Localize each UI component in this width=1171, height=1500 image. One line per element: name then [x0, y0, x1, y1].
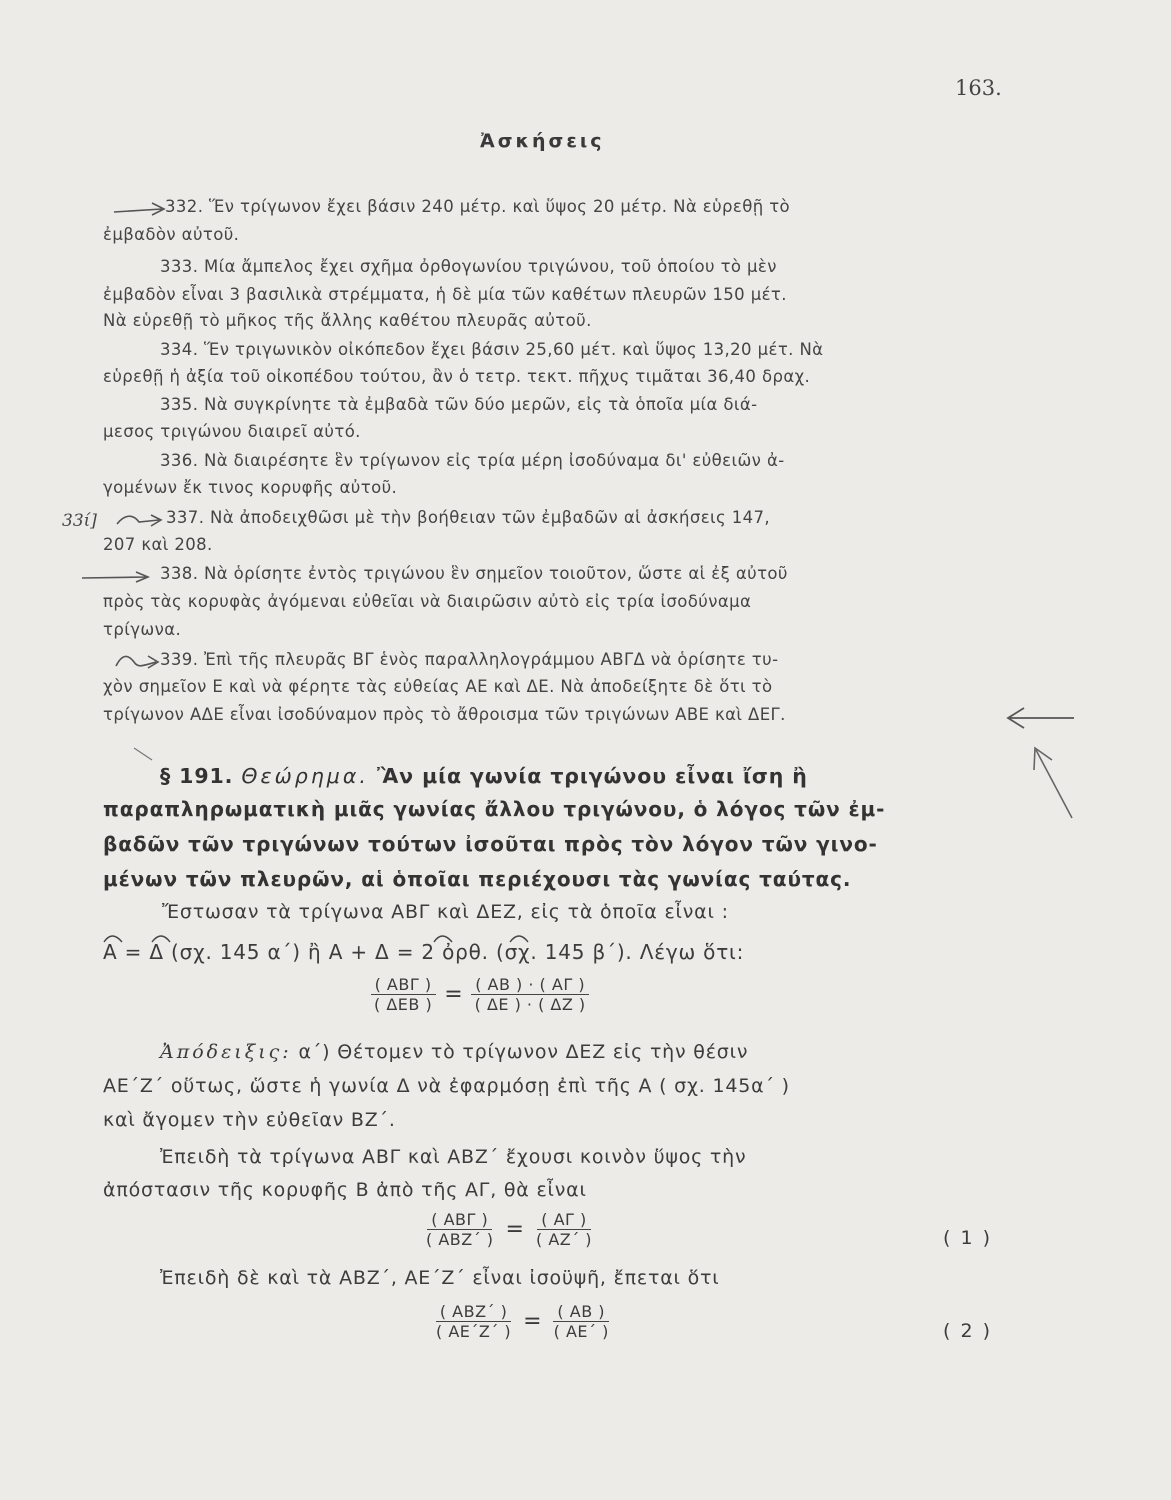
exercise-338-line1: 338. Νὰ ὁρίσητε ἐντὸς τριγώνου ἓν σημεῖον τοιοῦτον, ὥστε αἱ ἐξ αὐτοῦ: [160, 564, 788, 583]
fraction-numerator: ( ΑΒ ) · ( ΑΓ ): [471, 975, 589, 995]
exercise-335-line1: 335. Νὰ συγκρίνητε τὰ ἐμβαδὰ τῶν δύο μερῶν, εἰς τὰ ὁποῖα μία διά-: [160, 395, 758, 414]
angle-hat-icon: [432, 926, 552, 946]
exercise-332-line2: ἐμβαδὸν αὐτοῦ.: [103, 225, 240, 244]
page-number: 163.: [955, 76, 1002, 100]
angle-sum: Α + Δ: [328, 940, 390, 964]
proof-label: Ἀπόδειξις:: [160, 1041, 292, 1063]
handwritten-arrow-icon: [112, 648, 162, 672]
theorem-number: § 191.: [160, 764, 234, 788]
fraction-left: [370, 975, 436, 1014]
exercise-337-line2: 207 καὶ 208.: [103, 535, 213, 554]
theorem-line3: βαδῶν τῶν τριγώνων τούτων ἰσοῦται πρὸς τὸν λόγον τῶν γινο-: [103, 832, 878, 856]
fraction-denominator: ( ΑΕ΄ ): [553, 1322, 609, 1341]
exercise-339-line2: χὸν σημεῖον Ε καὶ νὰ φέρητε τὰς εὐθείας ΑΕ καὶ ΔΕ. Νὰ ἀποδείξητε δὲ ὅτι τὸ: [103, 677, 773, 696]
handwritten-arrow-icon: [1004, 704, 1076, 734]
fraction-numerator: ( ΑΒΓ ): [371, 975, 436, 995]
theorem-line4: μένων τῶν πλευρῶν, αἱ ὁποῖαι περιέχουσι τὰς γωνίας ταύτας.: [103, 867, 852, 891]
exercise-339-line1: 339. Ἐπὶ τῆς πλευρᾶς ΒΓ ἑνὸς παραλληλογράμμου ΑΒΓΔ νὰ ὁρίσητε τυ-: [160, 650, 779, 669]
fraction-numerator: ( ΑΒΖ΄ ): [436, 1302, 512, 1322]
equation-number-1: ( 1 ): [943, 1227, 992, 1249]
theorem-line1: [160, 764, 808, 788]
fraction-left: [422, 1210, 498, 1249]
handwritten-arrow-icon: [78, 564, 156, 586]
theorem-line2: παραπληρωματικὴ μιᾶς γωνίας ἄλλου τριγώνου, ὁ λόγος τῶν ἐμ-: [103, 797, 886, 821]
equals-sign: =: [505, 1217, 524, 1242]
exercise-338-line3: τρίγωνα.: [103, 620, 182, 639]
section-title: Ἀσκήσεις: [480, 130, 605, 152]
exercise-336-line1: 336. Νὰ διαιρέσητε ἓν τρίγωνον εἰς τρία μέρη ἰσοδύναμα δι' εὐθειῶν ἀ-: [160, 451, 785, 470]
handwritten-margin-note: 33ί]: [62, 511, 97, 531]
handwritten-mark-icon: [130, 744, 160, 766]
proof-para3-line2: ΑΕ΄Ζ΄ οὕτως, ὥστε ἡ γωνία Δ νὰ ἐφαρμόσῃ ἐπὶ τῆς Α ( σχ. 145α΄ ): [103, 1075, 790, 1097]
angle-hat-icon: [102, 926, 252, 946]
formula-main: [370, 975, 590, 1014]
handwritten-arrow-icon: [115, 510, 165, 532]
proof-para2-part2: (σχ. 145 α΄) ἢ: [171, 940, 322, 964]
formula-2: [432, 1302, 613, 1341]
exercise-333-line3: Νὰ εὑρεθῇ τὸ μῆκος τῆς ἄλλης καθέτου πλευρᾶς αὐτοῦ.: [103, 311, 592, 330]
handwritten-arrow-icon: [1030, 742, 1078, 822]
angle-equality: Α = Δ: [103, 940, 164, 964]
fraction-denominator: ( ΑΒΖ΄ ): [426, 1230, 494, 1249]
fraction-right: [532, 1210, 596, 1249]
theorem-text-line1: Ἂν μία γωνία τριγώνου εἶναι ἴση ἢ: [376, 764, 808, 788]
equals-sign: =: [523, 1309, 542, 1334]
fraction-denominator: ( ΑΕ΄Ζ΄ ): [436, 1322, 512, 1341]
proof-para2-part4: = 2 ὀρθ. (σχ. 145 β΄). Λέγω ὅτι:: [396, 940, 745, 964]
fraction-numerator: ( ΑΒ ): [553, 1302, 609, 1322]
exercise-335-line2: μεσος τριγώνου διαιρεῖ αὐτό.: [103, 422, 361, 441]
exercise-339-line3: τρίγωνον ΑΔΕ εἶναι ἰσοδύναμον πρὸς τὸ ἄθροισμα τῶν τριγώνων ΑΒΕ καὶ ΔΕΓ.: [103, 705, 786, 724]
equation-number-2: ( 2 ): [943, 1320, 992, 1342]
fraction-right: [471, 975, 590, 1014]
fraction-right: [550, 1302, 613, 1341]
fraction-numerator: ( ΑΒΓ ): [427, 1210, 492, 1230]
proof-para5: Ἐπειδὴ δὲ καὶ τὰ ΑΒΖ΄, ΑΕ΄Ζ΄ εἶναι ἰσοϋψῆ, ἔπεται ὅτι: [160, 1267, 720, 1289]
exercise-334-line2: εὑρεθῇ ἡ ἀξία τοῦ οἰκοπέδου τούτου, ἂν ὁ τετρ. τεκτ. πῆχυς τιμᾶται 36,40 δραχ.: [103, 367, 811, 386]
fraction-denominator: ( ΔΕ ) · ( ΔΖ ): [474, 995, 586, 1014]
fraction-denominator: ( ΔΕΒ ): [374, 995, 433, 1014]
proof-para1: Ἔστωσαν τὰ τρίγωνα ΑΒΓ καὶ ΔΕΖ, εἰς τὰ ὁποῖα εἶναι :: [162, 901, 729, 923]
theorem-label: Θεώρημα.: [241, 764, 369, 788]
exercise-332-line1: 332. Ἕν τρίγωνον ἔχει βάσιν 240 μέτρ. καὶ ὕψος 20 μέτρ. Νὰ εὑρεθῇ τὸ: [165, 197, 791, 216]
proof-para4-line2: ἀπόστασιν τῆς κορυφῆς Β ἀπὸ τῆς ΑΓ, θὰ εἶναι: [103, 1179, 587, 1201]
equals-sign: =: [444, 982, 463, 1007]
proof-para4-line1: Ἐπειδὴ τὰ τρίγωνα ΑΒΓ καὶ ΑΒΖ΄ ἔχουσι κοινὸν ὕψος τὴν: [160, 1146, 747, 1168]
proof-para3-line3: καὶ ἄγομεν τὴν εὐθεῖαν ΒΖ΄.: [103, 1109, 396, 1131]
exercise-333-line1: 333. Μία ἄμπελος ἔχει σχῆμα ὀρθογωνίου τριγώνου, τοῦ ὁποίου τὸ μὲν: [160, 257, 777, 276]
handwritten-arrow-icon: [112, 198, 170, 220]
proof-para3-text: α΄) Θέτομεν τὸ τρίγωνον ΔΕΖ εἰς τὴν θέσιν: [298, 1041, 749, 1063]
exercise-334-line1: 334. Ἕν τριγωνικὸν οἰκόπεδον ἔχει βάσιν 25,60 μέτ. καὶ ὕψος 13,20 μέτ. Νὰ: [160, 340, 824, 359]
exercise-337-line1: 337. Νὰ ἀποδειχθῶσι μὲ τὴν βοήθειαν τῶν ἐμβαδῶν αἱ ἀσκήσεις 147,: [166, 508, 771, 527]
fraction-numerator: ( ΑΓ ): [537, 1210, 591, 1230]
formula-1: [422, 1210, 596, 1249]
fraction-denominator: ( ΑΖ΄ ): [535, 1230, 593, 1249]
exercise-336-line2: γομένων ἔκ τινος κορυφῆς αὐτοῦ.: [103, 478, 398, 497]
fraction-left: [432, 1302, 515, 1341]
proof-para3-line1: [160, 1041, 748, 1063]
exercise-338-line2: πρὸς τὰς κορυφὰς ἀγόμεναι εὐθεῖαι νὰ διαιρῶσιν αὐτὸ εἰς τρία ἰσοδύναμα: [103, 592, 752, 611]
exercise-333-line2: ἐμβαδὸν εἶναι 3 βασιλικὰ στρέμματα, ἡ δὲ μία τῶν καθέτων πλευρῶν 150 μέτ.: [103, 285, 787, 304]
